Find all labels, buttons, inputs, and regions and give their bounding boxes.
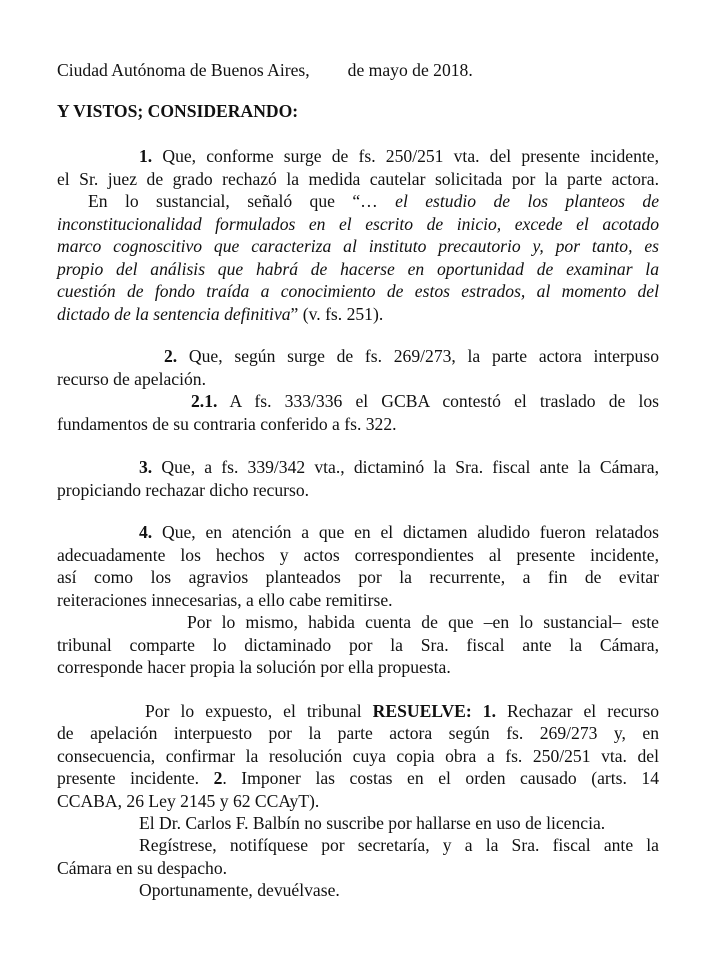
body-line: [57, 235, 659, 257]
text-segment: Oportunamente, devuélvase.: [139, 880, 340, 900]
body-line: [139, 456, 659, 478]
city-text: Ciudad Autónoma de Buenos Aires,: [57, 60, 310, 80]
text-segment: En lo sustancial, señaló que “…: [88, 191, 396, 211]
italic-text: propio del análisis que habrá de hacerse en oportunidad de examinar la: [57, 259, 659, 279]
text-segment: . Imponer las costas en el orden causado (arts. 14: [222, 768, 660, 788]
italic-text: inconstitucionalidad formulados en el escrito de inicio, excede el acotado: [57, 214, 659, 234]
bold-text: 2: [213, 768, 223, 788]
text-segment: consecuencia, confirmar la resolución cuya copia obra a fs. 250/251 vta. del: [57, 746, 659, 766]
body-line: [57, 413, 659, 435]
body-line: [187, 611, 659, 633]
body-line: [139, 812, 659, 834]
body-line: [57, 168, 659, 190]
italic-text: cuestión de fondo traída a conocimiento de estos estrados, al momento del: [57, 281, 659, 301]
body-line: [145, 700, 659, 722]
text-segment: presente incidente.: [57, 768, 214, 788]
body-line: [57, 544, 659, 566]
body-line: [57, 303, 659, 325]
text-segment: reiteraciones innecesarias, a ello cabe remitirse.: [57, 590, 393, 610]
body-line: [57, 258, 659, 280]
date-text: de mayo de 2018.: [347, 60, 473, 80]
italic-text: marco cognoscitivo que caracteriza al instituto precautorio y, por tanto, es: [57, 236, 659, 256]
text-segment: Regístrese, notifíquese por secretaría, y a la Sra. fiscal ante la: [139, 835, 659, 855]
body-line: [139, 145, 659, 167]
text-segment: A fs. 333/336 el GCBA contestó el traslado de los: [217, 391, 659, 411]
body-line: [139, 879, 659, 901]
body-line: [57, 790, 659, 812]
text-segment: así como los agravios planteados por la recurrente, a fin de evitar: [57, 567, 659, 587]
text-segment: propiciando rechazar dicho recurso.: [57, 480, 310, 500]
text-segment: Que, conforme surge de fs. 250/251 vta. del presente incidente,: [152, 146, 659, 166]
bold-text: RESUELVE: 1.: [372, 701, 496, 721]
body-line: [191, 390, 659, 412]
text-segment: de apelación interpuesto por la parte actora según fs. 269/273 y, en: [57, 723, 659, 743]
text-segment: fundamentos de su contraria conferido a fs. 322.: [57, 414, 397, 434]
body-line: [57, 589, 659, 611]
body-line: [88, 190, 659, 212]
body-line: [164, 345, 659, 367]
body-line: [57, 767, 659, 789]
text-segment: Por lo mismo, habida cuenta de que –en lo sustancial– este: [187, 612, 659, 632]
text-segment: Que, en atención a que en el dictamen aludido fueron relatados: [152, 522, 659, 542]
text-segment: CCABA, 26 Ley 2145 y 62 CCAyT).: [57, 791, 320, 811]
bold-text: 3.: [139, 457, 153, 477]
place-date-line: [57, 59, 659, 81]
body-line: [57, 280, 659, 302]
text-segment: Que, según surge de fs. 269/273, la parte actora interpuso: [177, 346, 659, 366]
bold-text: 2.1.: [191, 391, 218, 411]
body-line: [57, 368, 659, 390]
text-segment: tribunal comparte lo dictaminado por la Sra. fiscal ante la Cámara,: [57, 635, 659, 655]
text-segment: El Dr. Carlos F. Balbín no suscribe por hallarse en uso de licencia.: [139, 813, 606, 833]
text-segment: recurso de apelación.: [57, 369, 206, 389]
text-segment: corresponde hacer propia la solución por ella propuesta.: [57, 657, 451, 677]
bold-text: 1.: [139, 146, 153, 166]
body-line: [139, 834, 659, 856]
italic-text: el estudio de los planteos de: [395, 191, 660, 211]
text-segment: el Sr. juez de grado rechazó la medida cautelar solicitada por la parte actora.: [57, 169, 659, 189]
text-segment: Que, a fs. 339/342 vta., dictaminó la Sra. fiscal ante la Cámara,: [152, 457, 659, 477]
document-heading: Y VISTOS; CONSIDERANDO:: [57, 101, 299, 121]
text-segment: ” (v. fs. 251).: [290, 304, 384, 324]
body-line: [57, 745, 659, 767]
text-segment: Rechazar el recurso: [495, 701, 659, 721]
text-segment: Por lo expuesto, el tribunal: [145, 701, 373, 721]
body-line: [57, 656, 659, 678]
body-line: [57, 479, 659, 501]
body-line: [139, 521, 659, 543]
body-line: [57, 213, 659, 235]
text-segment: Cámara en su despacho.: [57, 858, 228, 878]
bold-text: 4.: [139, 522, 153, 542]
bold-text: 2.: [164, 346, 178, 366]
body-line: [57, 634, 659, 656]
body-line: [57, 722, 659, 744]
body-line: [57, 857, 659, 879]
body-line: [57, 566, 659, 588]
text-segment: adecuadamente los hechos y actos correspondientes al presente incidente,: [57, 545, 659, 565]
italic-text: dictado de la sentencia definitiva: [57, 304, 291, 324]
